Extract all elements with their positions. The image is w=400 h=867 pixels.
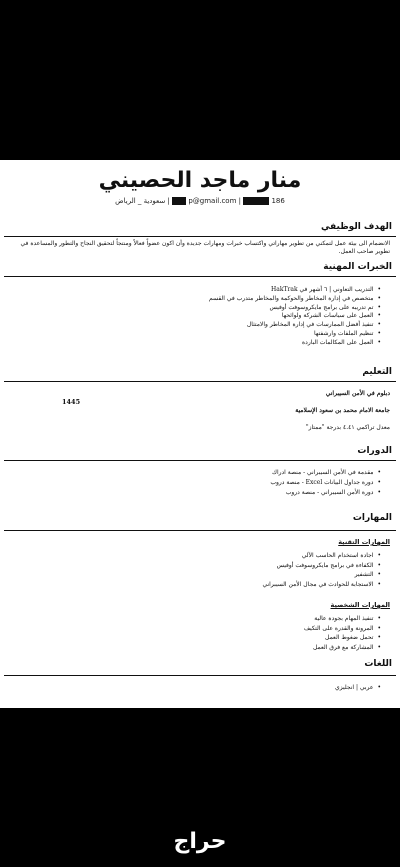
list-item: • الاستجابة للحوادث في مجال الأمن السيبراني [61, 580, 381, 590]
redaction-mark [172, 197, 186, 205]
section-divider [4, 236, 396, 237]
list-item: • دورة الأمن السيبراني - منصة دروب [61, 488, 381, 498]
university-text: جامعة الامام محمد بن سعود الإسلامية [295, 407, 390, 414]
list-item: • التدريب التعاوني | ٦ أشهر في HakTrak [61, 286, 381, 295]
section-divider [4, 276, 396, 277]
experience-heading: الخبرات المهنية [323, 262, 392, 272]
haraj-watermark: حراج [173, 829, 227, 854]
location-text: سعودية _ الرياض | [115, 197, 170, 205]
list-item: • متخصص في إدارة المخاطر والحوكمة والمخاطر متدرب في القسم [61, 295, 381, 304]
languages-heading: اللغات [364, 659, 392, 669]
objective-text: الانضمام الى بيئة عمل لتمكني من تطوير مهاراتي واكتساب خبرات ومهارات جديدة وأن اكون عضواً فعالاً ومنتجاً لتحقيق النجاح والتطور والمساعدة في تطوير صاحب العمل. [20, 240, 390, 255]
list-item: • اجادة استخدام الحاسب الآلي [61, 551, 381, 561]
list-item: • العمل على سياسات الشركة ولوائحها [61, 312, 381, 321]
education-year: 1445 [62, 398, 81, 406]
languages-list [61, 684, 390, 693]
cv-name: منار ماجد الحصيني [98, 168, 302, 193]
list-item: • تم تدريبه على برامج مايكروسوفت أوفيس [61, 304, 381, 313]
section-divider [4, 675, 396, 676]
gpa-text: معدل تراكمي ٤.٤١ بدرجة "ممتاز" [305, 424, 390, 431]
section-divider [4, 381, 396, 382]
contact-line [0, 197, 400, 205]
section-divider [4, 460, 396, 461]
list-item: • دورة جداول البيانات Excel - منصة دروب [61, 478, 381, 488]
technical-skills-heading: المهارات التقنية [338, 538, 390, 546]
courses-list [61, 468, 390, 498]
list-item: • التشفير [61, 570, 381, 580]
skills-heading: المهارات [352, 513, 392, 523]
education-heading: التعليم [362, 367, 392, 377]
list-item: • تنفيذ أفضل الممارسات في إدارة المخاطر والامتثال [61, 321, 381, 330]
list-item: • المرونة والقدرة على التكيف [61, 624, 381, 634]
list-item: • تنظيم الملفات وارشفتها [61, 330, 381, 339]
section-divider [4, 530, 396, 531]
technical-skills-list [61, 551, 390, 589]
courses-heading: الدورات [357, 446, 392, 456]
list-item: • الكفاءة في برامج مايكروسوفت أوفيس [61, 561, 381, 571]
cv-document [0, 160, 400, 708]
personal-skills-list [61, 614, 390, 652]
objective-heading: الهدف الوظيفي [320, 222, 392, 232]
degree-text: دبلوم في الأمن السيبراني [325, 390, 390, 397]
list-item: • المشاركة مع فرق العمل [61, 643, 381, 653]
list-item: • تحمل ضغوط العمل [61, 633, 381, 643]
redaction-mark [243, 197, 269, 205]
list-item: • مقدمة في الأمن السيبراني - منصة ادراك [61, 468, 381, 478]
list-item: • عربي | انجليزي [61, 684, 381, 693]
list-item: • العمل على المكالمات الباردة [61, 339, 381, 348]
email-text: p@gmail.com | [188, 197, 241, 205]
experience-list [61, 286, 390, 348]
list-item: • تنفيذ المهام بجودة عالية [61, 614, 381, 624]
personal-skills-heading: المهارات الشخصية [330, 601, 390, 609]
phone-text: 186 [271, 197, 285, 205]
